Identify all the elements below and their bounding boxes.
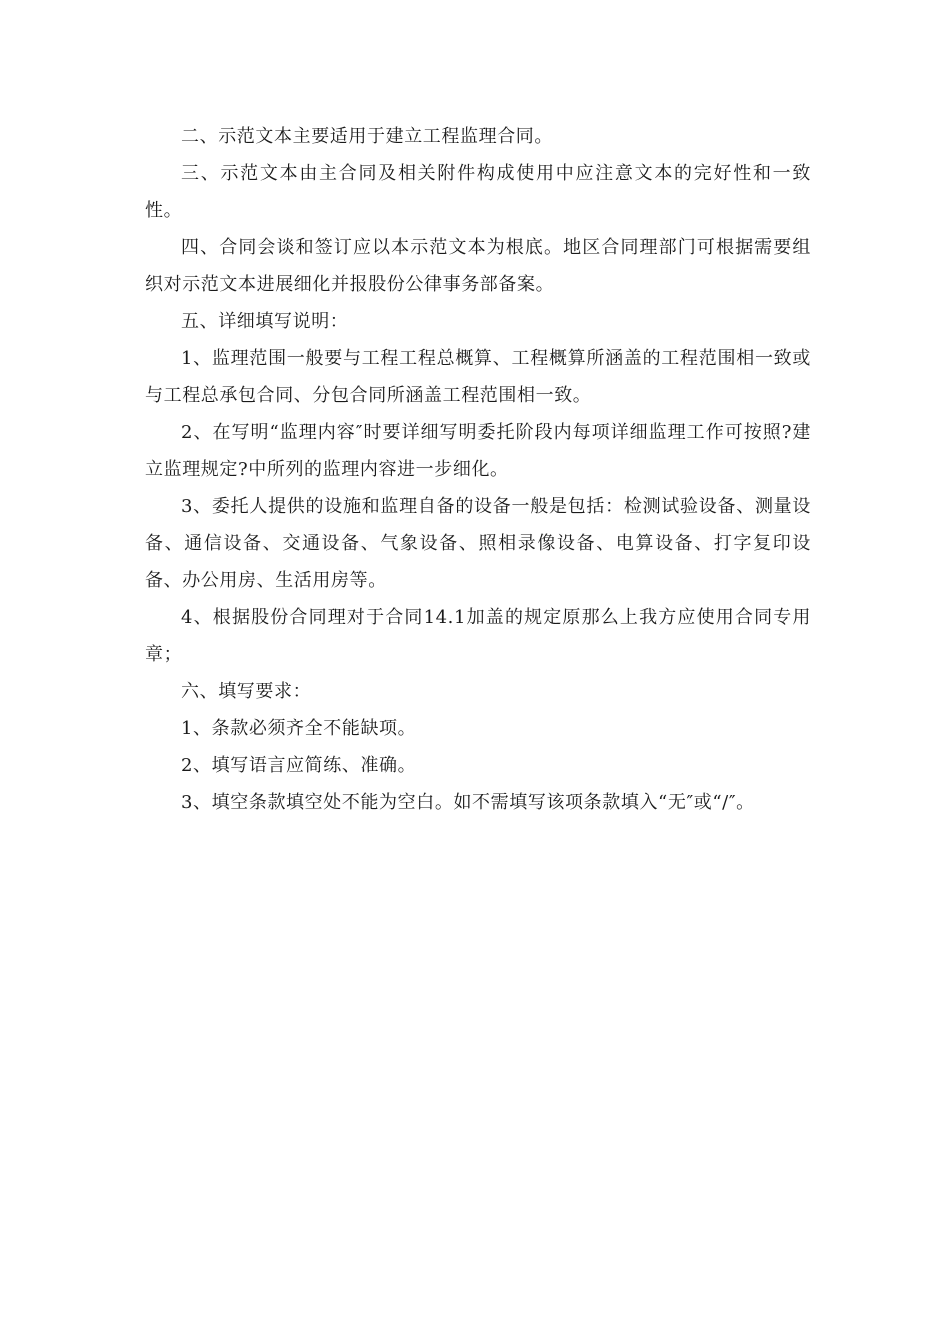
section-6-heading: 六、填写要求： — [181, 681, 312, 702]
document-body — [145, 118, 811, 821]
requirement-3-blanks: 3、填空条款填空处不能为空白。如不需填写该项条款填入“无″或“/″。 — [181, 792, 755, 813]
requirement-1-complete: 1、条款必须齐全不能缺项。 — [181, 718, 417, 739]
instruction-4-seal: 4、根据股份合同理对于合同14.1加盖的规定原那么上我方应使用合同专用章； — [145, 607, 811, 665]
paragraph-4-negotiation: 四、合同会谈和签订应以本示范文本为根底。地区合同理部门可根据需要组织对示范文本进展细化并报股份公律事务部备案。 — [145, 237, 811, 295]
paragraph-3-composition: 三、示范文本由主合同及相关附件构成使用中应注意文本的完好性和一致性。 — [145, 163, 811, 221]
requirement-2-language: 2、填写语言应简练、准确。 — [181, 755, 417, 776]
section-5-heading: 五、详细填写说明： — [181, 311, 349, 332]
paragraph-2-scope: 二、示范文本主要适用于建立工程监理合同。 — [181, 126, 553, 147]
instruction-3-equipment: 3、委托人提供的设施和监理自备的设备一般是包括：检测试验设备、测量设备、通信设备、交通设备、气象设备、照相录像设备、电算设备、打字复印设备、办公用房、生活用房等。 — [145, 496, 811, 591]
instruction-1-scope: 1、监理范围一般要与工程工程总概算、工程概算所涵盖的工程范围相一致或与工程总承包合同、分包合同所涵盖工程范围相一致。 — [145, 348, 811, 406]
instruction-2-content: 2、在写明“监理内容″时要详细写明委托阶段内每项详细监理工作可按照?建立监理规定?中所列的监理内容进一步细化。 — [145, 422, 811, 480]
